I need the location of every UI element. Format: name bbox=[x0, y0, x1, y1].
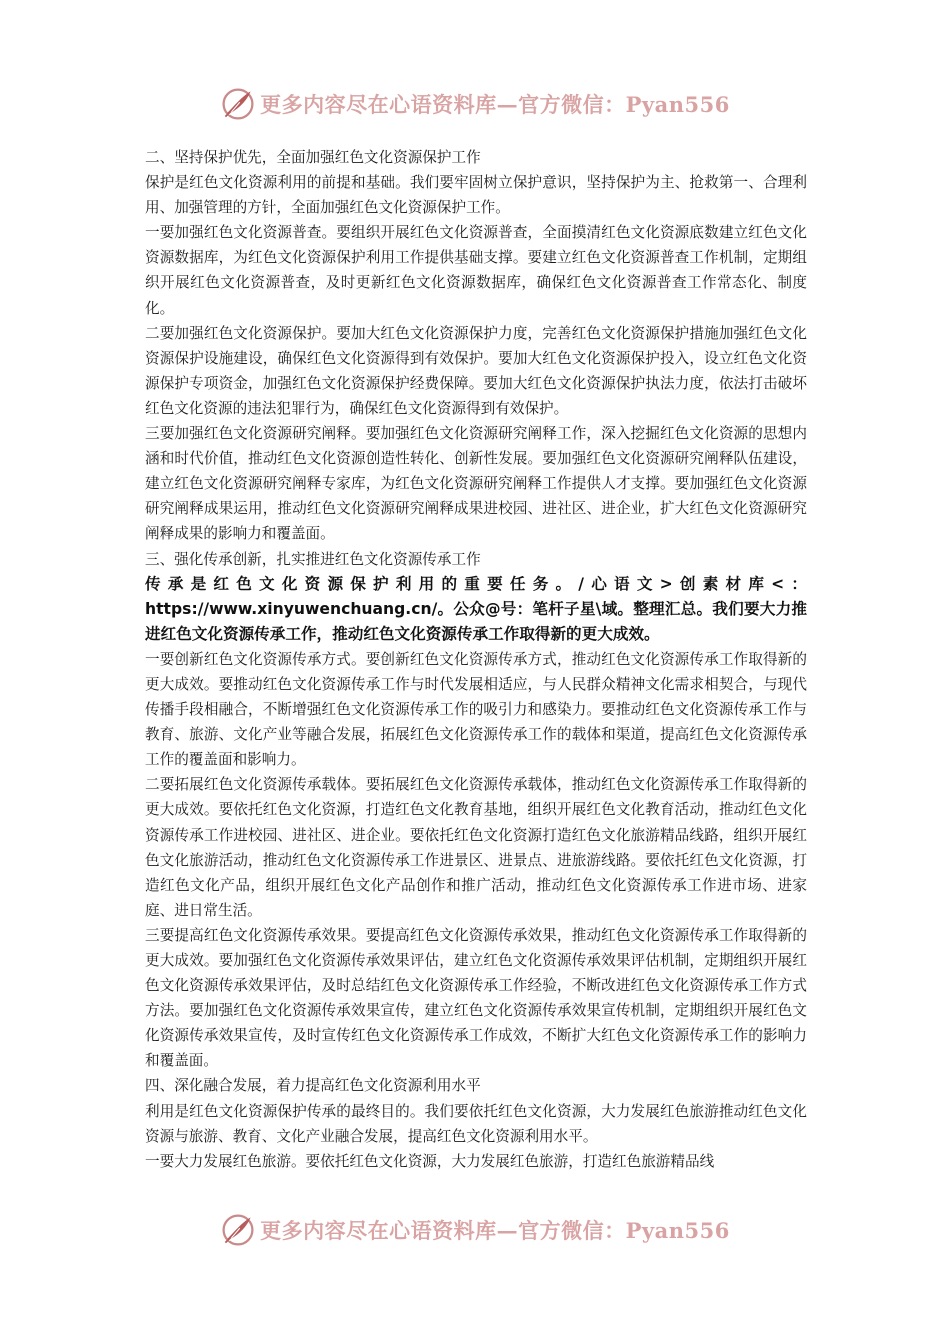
body-paragraph: 三要加强红色文化资源研究阐释。要加强红色文化资源研究阐释工作，深入挖掘红色文化资源的思想内涵和时代价值，推动红色文化资源创造性转化、创新性发展。要加强红色文化资源研究阐释队伍建设，建立红色文化资源研究阐释专家库，为红色文化资源研究阐释工作提供人才支撑。要加强红色文化资源研究阐释成果运用，推动红色文化资源研究阐释成果进校园、进社区、进企业，扩大红色文化资源研究阐释成果的影响力和覆盖面。 bbox=[145, 425, 807, 543]
body-paragraph: 保护是红色文化资源利用的前提和基础。我们要牢固树立保护意识，坚持保护为主、抢救第一、合理利用、加强管理的方针，全面加强红色文化资源保护工作。 bbox=[145, 174, 807, 217]
section-heading: 四、深化融合发展，着力提高红色文化资源利用水平 bbox=[145, 1077, 481, 1095]
body-paragraph: 三要提高红色文化资源传承效果。要提高红色文化资源传承效果，推动红色文化资源传承工作取得新的更大成效。要加强红色文化资源传承效果评估，建立红色文化资源传承效果评估机制，定期组织开展红色文化资源传承效果评估，及时总结红色文化资源传承工作经验，不断改进红色文化资源传承工作方式方法。要加强红色文化资源传承效果宣传，建立红色文化资源传承效果宣传机制，定期组织开展红色文化资源传承效果宣传，及时宣传红色文化资源传承工作成效，不断扩大红色文化资源传承工作的影响力和覆盖面。 bbox=[145, 926, 807, 1070]
body-paragraph: 一要大力发展红色旅游。要依托红色文化资源，大力发展红色旅游，打造红色旅游精品线 bbox=[145, 1152, 715, 1170]
body-paragraph: 利用是红色文化资源保护传承的最终目的。我们要依托红色文化资源，大力发展红色旅游推动红色文化资源与旅游、教育、文化产业融合发展，提高红色文化资源利用水平。 bbox=[145, 1102, 807, 1145]
body-paragraph: 二要加强红色文化资源保护。要加大红色文化资源保护力度，完善红色文化资源保护措施加强红色文化资源保护设施建设，确保红色文化资源得到有效保护。要加大红色文化资源保护投入，设立红色文化资源保护专项资金，加强红色文化资源保护经费保障。要加大红色文化资源保护执法力度，依法打击破坏红色文化资源的违法犯罪行为，确保红色文化资源得到有效保护。 bbox=[145, 324, 807, 417]
banner-text: 更多内容尽在心语资料库—官方微信：Pyan556 bbox=[260, 1218, 730, 1243]
section-heading: 二、坚持保护优先，全面加强红色文化资源保护工作 bbox=[145, 149, 481, 166]
bold-paragraph: 传承是红色文化资源保护利用的重要任务。/心语文>创素材库<： https://www.xinyuwenchuang.cn/。公众@号：笔杆子星\域。整理汇总。我们要大力推进红色文化资源传承工作，推动红色文化资源传承工作取得新的更大成效。 bbox=[145, 574, 807, 643]
section-heading: 三、强化传承创新，扎实推进红色文化资源传承工作 bbox=[145, 550, 481, 568]
document-body bbox=[145, 145, 807, 1174]
banner-text: 更多内容尽在心语资料库—官方微信：Pyan556 bbox=[260, 92, 730, 117]
body-paragraph: 一要创新红色文化资源传承方式。要创新红色文化资源传承方式，推动红色文化资源传承工作取得新的更大成效。要推动红色文化资源传承工作与时代发展相适应，与人民群众精神文化需求相契合，与现代传播手段相融合，不断增强红色文化资源传承工作的吸引力和感染力。要推动红色文化资源传承工作与教育、旅游、文化产业等融合发展，拓展红色文化资源传承工作的载体和渠道，提高红色文化资源传承工作的覆盖面和影响力。 bbox=[145, 650, 807, 769]
quill-logo-icon bbox=[220, 1212, 256, 1248]
body-paragraph: 二要拓展红色文化资源传承载体。要拓展红色文化资源传承载体，推动红色文化资源传承工作取得新的更大成效。要依托红色文化资源，打造红色文化教育基地，组织开展红色文化教育活动，推动红色文化资源传承工作进校园、进社区、进企业。要依托红色文化资源打造红色文化旅游精品线路，组织开展红色文化旅游活动，推动红色文化资源传承工作进景区、进景点、进旅游线路。要依托红色文化资源，打造红色文化产品，组织开展红色文化产品创作和推广活动，推动红色文化资源传承工作进市场、进家庭、进日常生活。 bbox=[145, 776, 807, 919]
header-watermark-banner bbox=[0, 84, 950, 124]
quill-logo-icon bbox=[220, 86, 256, 122]
body-paragraph: 一要加强红色文化资源普查。要组织开展红色文化资源普查，全面摸清红色文化资源底数建立红色文化资源数据库，为红色文化资源保护利用工作提供基础支撑。要建立红色文化资源普查工作机制，定期组织开展红色文化资源普查，及时更新红色文化资源数据库，确保红色文化资源普查工作常态化、制度化。 bbox=[145, 224, 807, 317]
footer-watermark-banner bbox=[0, 1210, 950, 1250]
